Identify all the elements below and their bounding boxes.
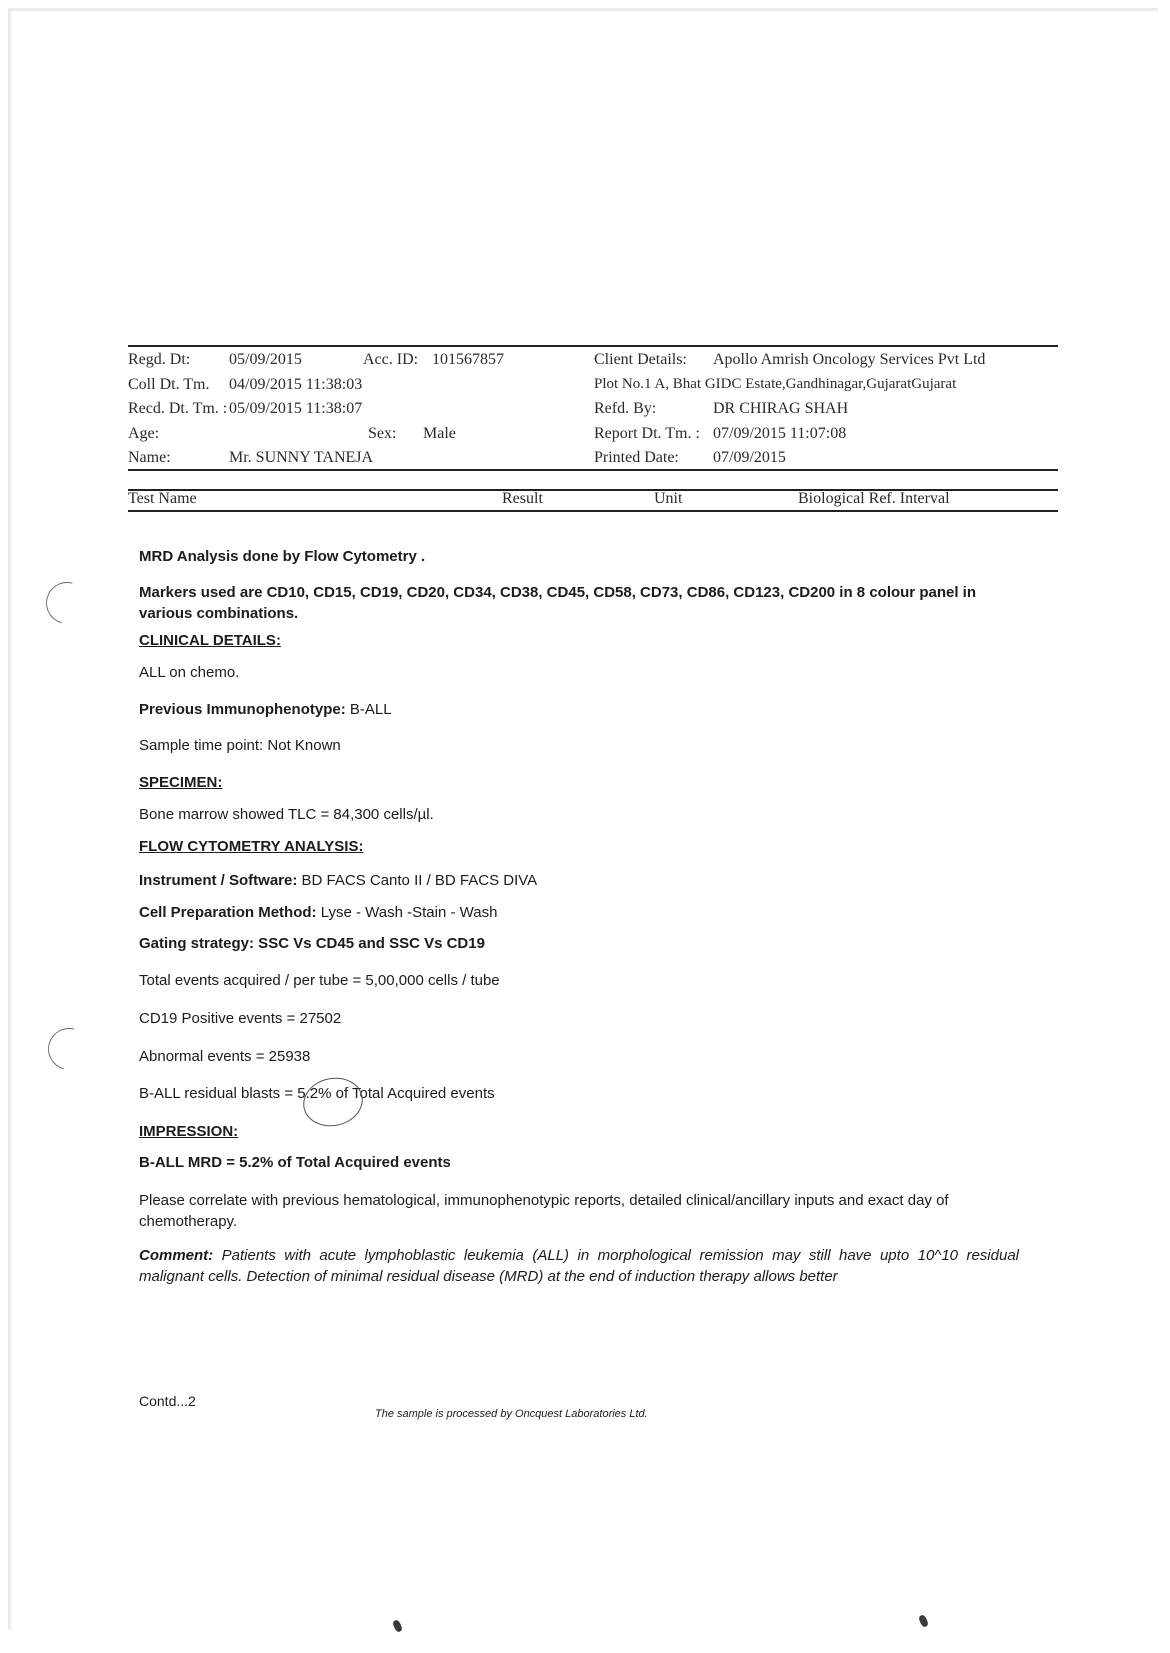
- cell-prep-label: Cell Preparation Method:: [139, 904, 317, 921]
- sex-value: Male: [423, 425, 456, 442]
- recd-value: 05/09/2015 11:38:07: [229, 400, 363, 417]
- recd-label: Recd. Dt. Tm. :: [128, 400, 228, 417]
- sample-time: Sample time point: Not Known: [139, 737, 341, 754]
- report-date-value: 07/09/2015 11:07:08: [713, 425, 847, 442]
- instrument-value: BD FACS Canto II / BD FACS DIVA: [297, 872, 538, 889]
- client-label: Client Details:: [594, 351, 687, 368]
- age-label: Age:: [128, 425, 160, 442]
- punch-hole-mark: [40, 1020, 97, 1077]
- clinical-heading: CLINICAL DETAILS:: [139, 632, 281, 649]
- col-result: Result: [502, 490, 543, 507]
- header-row: [128, 449, 1058, 471]
- instrument-label: Instrument / Software:: [139, 872, 298, 889]
- scan-speck: [918, 1614, 929, 1628]
- header-row: [128, 400, 1058, 422]
- refd-value: DR CHIRAG SHAH: [713, 400, 849, 417]
- comment-label: Comment:: [139, 1247, 214, 1264]
- impression-heading: IMPRESSION:: [139, 1123, 239, 1140]
- cell-prep-line: [139, 904, 497, 921]
- header-row: [128, 351, 1058, 373]
- sex-label: Sex:: [368, 425, 397, 442]
- cell-prep-value: Lyse - Wash -Stain - Wash: [316, 904, 498, 921]
- col-bio-ref: Biological Ref. Interval: [798, 490, 950, 507]
- report-title: MRD Analysis done by Flow Cytometry .: [139, 548, 426, 565]
- abnormal-events: Abnormal events = 25938: [139, 1048, 311, 1065]
- previous-immunophenotype: [139, 701, 392, 718]
- flow-heading: FLOW CYTOMETRY ANALYSIS:: [139, 838, 364, 855]
- previous-value: B-ALL: [345, 701, 392, 718]
- header-rule: [128, 469, 1058, 471]
- regd-value: 05/09/2015: [229, 351, 302, 368]
- gating-strategy: Gating strategy: SSC Vs CD45 and SSC Vs CD19: [139, 935, 485, 952]
- instrument-line: [139, 872, 537, 889]
- coll-value: 04/09/2015 11:38:03: [229, 376, 363, 393]
- page-edge: [8, 8, 1158, 11]
- specimen-text: Bone marrow showed TLC = 84,300 cells/µl.: [139, 806, 434, 823]
- regd-label: Regd. Dt:: [128, 351, 191, 368]
- acc-label: Acc. ID:: [363, 351, 419, 368]
- total-events: Total events acquired / per tube = 5,00,000 cells / tube: [139, 972, 500, 989]
- page-edge: [8, 10, 12, 1630]
- continued-marker: Contd...2: [139, 1393, 196, 1409]
- previous-label: Previous Immunophenotype:: [139, 701, 346, 718]
- markers-text: Markers used are CD10, CD15, CD19, CD20, CD34, CD38, CD45, CD58, CD73, CD86, CD123, CD200 in 8 colour panel in various combinations.: [139, 584, 976, 622]
- col-unit: Unit: [654, 490, 683, 507]
- report-header: [128, 343, 1058, 515]
- acc-value: 101567857: [432, 351, 504, 368]
- comment-paragraph: [139, 1245, 1019, 1287]
- header-row: [128, 376, 1058, 398]
- name-label: Name:: [128, 449, 171, 466]
- printed-date-value: 07/09/2015: [713, 449, 786, 466]
- coll-label: Coll Dt. Tm.: [128, 376, 210, 393]
- impression-text: B-ALL MRD = 5.2% of Total Acquired events: [139, 1154, 451, 1171]
- header-row: [128, 425, 1058, 447]
- specimen-heading: SPECIMEN:: [139, 774, 223, 791]
- clinical-text: ALL on chemo.: [139, 664, 240, 681]
- cd19-events: CD19 Positive events = 27502: [139, 1010, 342, 1027]
- scan-speck: [392, 1619, 403, 1633]
- patient-name: Mr. SUNNY TANEJA: [229, 449, 374, 466]
- handwritten-circle-mark: [299, 1072, 368, 1131]
- footer-note: The sample is processed by Oncquest Laboratories Ltd.: [375, 1408, 648, 1420]
- col-test-name: Test Name: [128, 490, 197, 507]
- comment-text: Patients with acute lymphoblastic leukemia (ALL) in morphological remission may still have upto 10^10 residual malignant cells. Detection of minimal residual disease (MRD) at the end of induction therapy allows better: [139, 1247, 1019, 1285]
- header-rule: [128, 510, 1058, 512]
- residual-blasts: B-ALL residual blasts = 5.2% of Total Acquired events: [139, 1085, 495, 1102]
- report-date-label: Report Dt. Tm. :: [594, 425, 700, 442]
- correlate-note: Please correlate with previous hematological, immunophenotypic reports, detailed clinical/ancillary inputs and exact day of chemotherapy.: [139, 1192, 949, 1230]
- printed-date-label: Printed Date:: [594, 449, 679, 466]
- client-address: Plot No.1 A, Bhat GIDC Estate,Gandhinagar,GujaratGujarat: [594, 376, 957, 392]
- punch-hole-mark: [38, 574, 95, 631]
- refd-label: Refd. By:: [594, 400, 657, 417]
- header-rule: [128, 345, 1058, 347]
- client-value: Apollo Amrish Oncology Services Pvt Ltd: [713, 351, 986, 368]
